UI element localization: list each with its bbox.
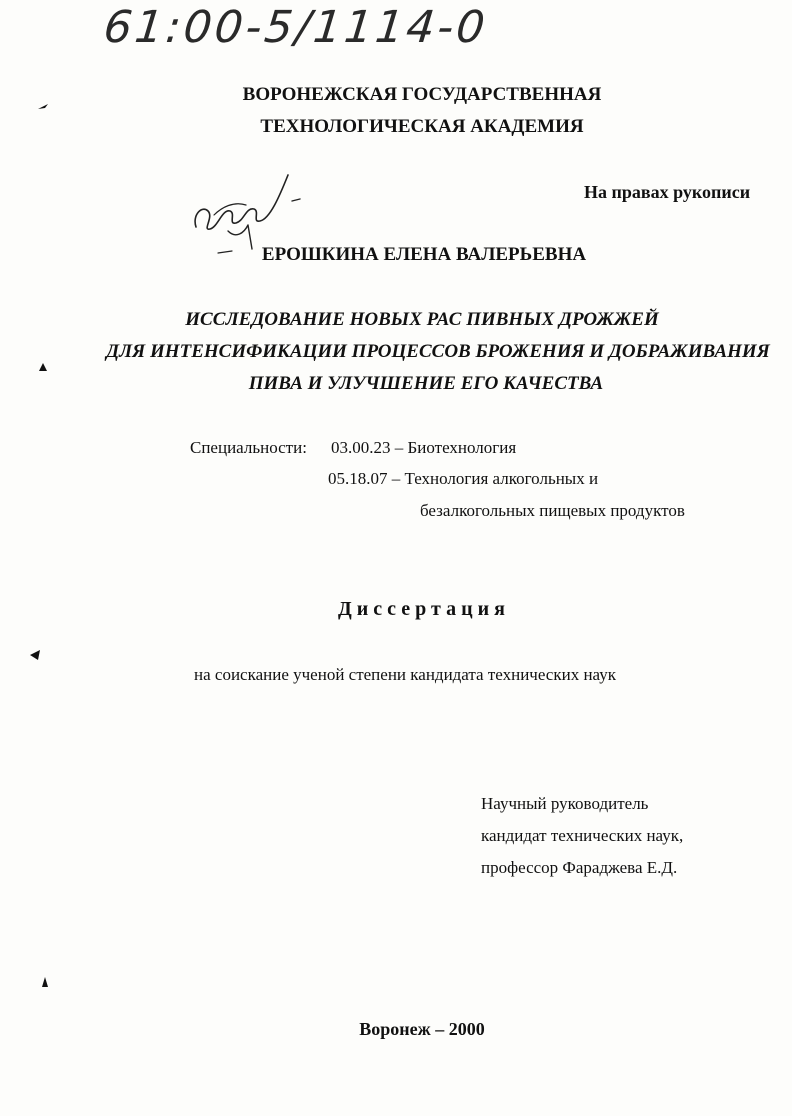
archive-code: 61:00-5/1114-0	[101, 2, 491, 53]
author-name: ЕРОШКИНА ЕЛЕНА ВАЛЕРЬЕВНА	[261, 244, 587, 265]
degree-statement: на соискание ученой степени кандидата технических наук	[194, 665, 617, 684]
title-line-3: ПИВА И УЛУЧШЕНИЕ ЕГО КАЧЕСТВА	[248, 373, 604, 394]
supervisor-label: Научный руководитель	[481, 794, 649, 813]
title-line-2: ДЛЯ ИНТЕНСИФИКАЦИИ ПРОЦЕССОВ БРОЖЕНИЯ И ДОБРАЖИВАНИЯ	[106, 341, 770, 362]
specialty-2-continued: безалкогольных пищевых продуктов	[420, 501, 685, 520]
city-year: Воронеж – 2000	[359, 1019, 485, 1039]
manuscript-rights-note: На правах рукописи	[584, 182, 751, 202]
supervisor-name: профессор Фараджева Е.Д.	[481, 858, 678, 877]
binding-mark-icon	[38, 975, 52, 989]
binding-mark-icon	[28, 648, 42, 662]
institution-line-2: ТЕХНОЛОГИЧЕСКАЯ АКАДЕМИЯ	[260, 116, 584, 137]
supervisor-degree: кандидат технических наук,	[481, 826, 684, 845]
specialties-label: Специальности:	[190, 438, 307, 457]
institution-line-1: ВОРОНЕЖСКАЯ ГОСУДАРСТВЕННАЯ	[242, 84, 602, 105]
binding-mark-icon	[36, 360, 50, 374]
work-type-heading: Диссертация	[338, 598, 510, 620]
specialty-2: 05.18.07 – Технология алкогольных и	[328, 469, 599, 488]
binding-mark-icon	[36, 100, 50, 114]
title-line-1: ИССЛЕДОВАНИЕ НОВЫХ РАС ПИВНЫХ ДРОЖЖЕЙ	[185, 309, 659, 330]
specialty-1: 03.00.23 – Биотехнология	[331, 438, 517, 457]
